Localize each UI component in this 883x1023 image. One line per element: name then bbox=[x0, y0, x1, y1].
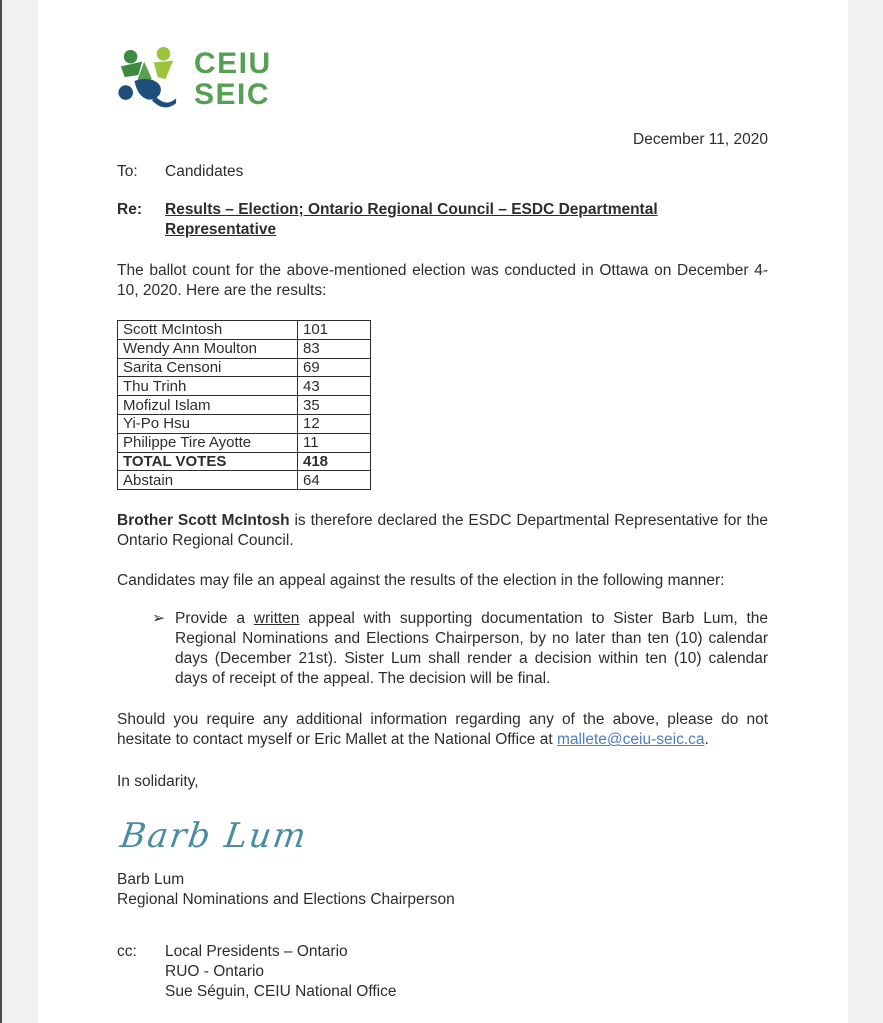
cc-item: Sue Séguin, CEIU National Office bbox=[165, 983, 397, 1001]
page-edge-line bbox=[0, 0, 2, 1023]
to-label: To: bbox=[117, 163, 138, 180]
declared-winner-name: Brother Scott McIntosh bbox=[117, 512, 290, 530]
subject-line2: Representative bbox=[165, 221, 277, 238]
table-row bbox=[118, 321, 371, 340]
declaration-rest: is therefore declared the ESDC Departmental Representative for the Ontario Regional Council. bbox=[117, 512, 768, 550]
signer-name: Barb Lum bbox=[117, 871, 185, 889]
abstain-value-cell: 64 bbox=[298, 471, 371, 490]
signer-block bbox=[117, 870, 768, 910]
candidate-name-cell: Yi-Po Hsu bbox=[118, 414, 298, 433]
cc-list bbox=[165, 942, 396, 1002]
logo-wordmark bbox=[194, 46, 272, 110]
vote-count-cell: 69 bbox=[298, 358, 371, 377]
declaration-paragraph bbox=[117, 511, 768, 551]
letter-date: December 11, 2020 bbox=[633, 131, 768, 148]
contact-paragraph bbox=[117, 710, 768, 750]
candidate-name-cell: Mofizul Islam bbox=[118, 396, 298, 415]
recipient-row bbox=[117, 162, 768, 182]
re-label: Re: bbox=[117, 201, 142, 218]
vote-count-cell: 11 bbox=[298, 433, 371, 452]
handwritten-signature: Barb Lum bbox=[117, 816, 311, 857]
bullet-pre: Provide a bbox=[175, 610, 254, 628]
subject-text bbox=[165, 200, 658, 240]
candidate-name-cell: Thu Trinh bbox=[118, 377, 298, 396]
table-row bbox=[118, 377, 371, 396]
letter-page bbox=[38, 0, 848, 1023]
cc-item: RUO - Ontario bbox=[165, 963, 265, 981]
vote-count-cell: 83 bbox=[298, 339, 371, 358]
vote-count-cell: 101 bbox=[298, 321, 371, 340]
subject-row bbox=[117, 200, 768, 240]
abstain-label-cell: Abstain bbox=[118, 471, 298, 490]
candidate-name-cell: Wendy Ann Moulton bbox=[118, 339, 298, 358]
cc-label: cc: bbox=[117, 943, 137, 961]
subject-line1: Results – Election; Ontario Regional Council – ESDC Departmental bbox=[165, 201, 658, 218]
contact-post: . bbox=[704, 731, 709, 749]
table-row bbox=[118, 414, 371, 433]
arrow-bullet-icon: ➢ bbox=[152, 610, 165, 628]
vote-count-cell: 43 bbox=[298, 377, 371, 396]
total-votes-label-cell: TOTAL VOTES bbox=[118, 452, 298, 471]
vote-count-cell: 12 bbox=[298, 414, 371, 433]
contact-pre: Should you require any additional information regarding any of the above, please do not hesitate to contact myself or Eric Mallet at the National Office at bbox=[117, 711, 768, 749]
cc-block bbox=[117, 942, 768, 1002]
table-row bbox=[118, 433, 371, 452]
candidate-name-cell: Sarita Censoni bbox=[118, 358, 298, 377]
table-row-total-votes bbox=[118, 452, 371, 471]
table-row bbox=[118, 358, 371, 377]
bullet-underlined-word: written bbox=[253, 610, 300, 628]
email-link[interactable]: mallete@ceiu-seic.ca bbox=[556, 731, 705, 749]
candidate-name-cell: Philippe Tire Ayotte bbox=[118, 433, 298, 452]
appeal-bullet-item bbox=[117, 609, 768, 689]
to-value: Candidates bbox=[165, 163, 244, 180]
closing-line: In solidarity, bbox=[117, 773, 199, 791]
logo-line-seic: SEIC bbox=[194, 78, 271, 111]
candidate-name-cell: Scott McIntosh bbox=[118, 321, 298, 340]
ceiu-people-leaf-icon bbox=[117, 46, 179, 112]
logo-line-ceiu: CEIU bbox=[194, 47, 272, 80]
vote-count-cell: 35 bbox=[298, 396, 371, 415]
bullet-post: appeal with supporting documentation to Sister Barb Lum, the Regional Nominations and Elections Chairperson, by no later than ten (10) calendar days (December 21st). Sister Lum shall render a decision within ten (10) calendar days of receipt of the appeal. The decision will be final. bbox=[175, 610, 768, 688]
appeal-intro-paragraph: Candidates may file an appeal against the results of the election in the following manner: bbox=[117, 572, 725, 590]
table-row bbox=[118, 396, 371, 415]
letter-content bbox=[38, 0, 848, 1002]
table-row-abstain bbox=[118, 471, 371, 490]
appeal-bullet-text bbox=[175, 609, 768, 689]
intro-paragraph: The ballot count for the above-mentioned election was conducted in Ottawa on December 4-10, 2020. Here are the results: bbox=[117, 262, 768, 299]
signer-title: Regional Nominations and Elections Chairperson bbox=[117, 891, 455, 909]
ceiu-logo bbox=[117, 46, 768, 116]
total-votes-value-cell: 418 bbox=[298, 452, 371, 471]
cc-item: Local Presidents – Ontario bbox=[165, 943, 348, 961]
table-row bbox=[118, 339, 371, 358]
results-table bbox=[117, 320, 371, 490]
